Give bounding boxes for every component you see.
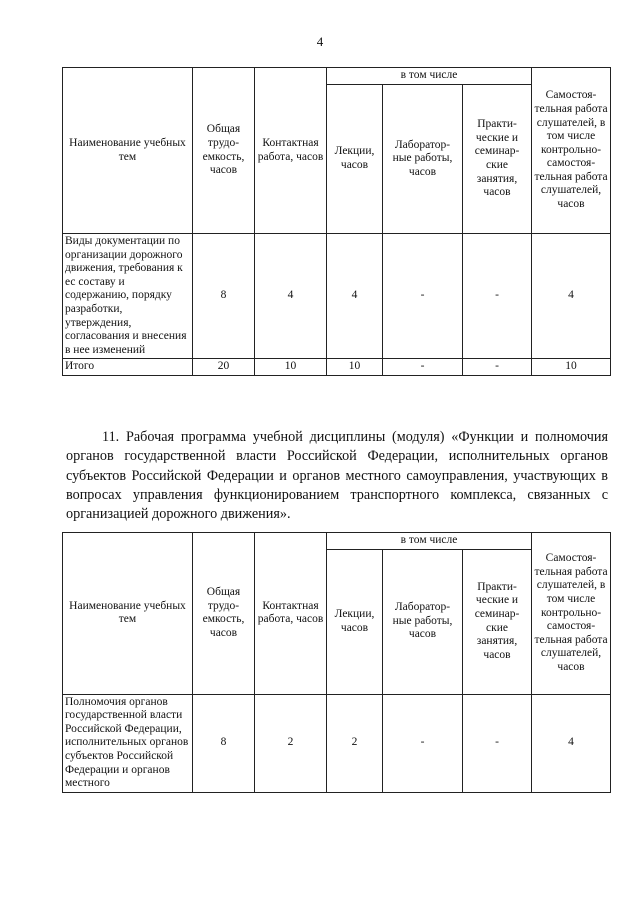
header-lectures: Лекции, часов [327,549,383,694]
self-cell: 4 [532,694,611,792]
total-cell: 8 [193,234,255,359]
header-self-study: Самостоя- тельная работа слушателей, в том числе контрольно- самостоя- тельная работа слушателей, часов [532,68,611,234]
contact-cell: 2 [255,694,327,792]
table-row [63,694,611,792]
total-row [63,359,611,376]
contact-cell: 10 [255,359,327,376]
lectures-cell: 10 [327,359,383,376]
header-total-hours: Общая трудо- емкость, часов [193,68,255,234]
header-topic-name: Наименование учебных тем [63,68,193,234]
page-number: 4 [316,34,324,49]
header-self-study: Самостоя- тельная работа слушателей, в том числе контрольно- самостоя- тельная работа слушателей, часов [532,533,611,695]
contact-cell: 4 [255,234,327,359]
practice-cell: - [463,694,532,792]
paragraph-text: 11. Рабочая программа учебной дисциплины (модуля) «Функции и полномочия органов государственной власти Российской Федерации, исполнительных органов субъектов Российской Федерации и органов местного самоуправления, участвующих в вопросах управления функционированием транспортного комплекса, связанных с организацией дорожного движения». [66,429,608,523]
header-contact-hours: Контактная работа, часов [255,68,327,234]
header-topic-name: Наименование учебных тем [63,533,193,695]
lectures-cell: 2 [327,694,383,792]
self-cell: 10 [532,359,611,376]
header-labs: Лаборатор- ные работы, часов [383,85,463,234]
labs-cell: - [383,694,463,792]
total-cell: 8 [193,694,255,792]
header-lectures: Лекции, часов [327,85,383,234]
header-practice: Практи- ческие и семинар- ские занятия, часов [463,85,532,234]
header-including: в том числе [327,533,532,550]
curriculum-table-2 [62,532,611,793]
header-total-hours: Общая трудо- емкость, часов [193,533,255,695]
topic-cell: Виды документации по организации дорожного движения, требования к ес составу и содержанию, порядку разработки, утверждения, согласования и внесения в нее изменений [63,234,193,359]
header-row [63,68,611,85]
table-row [63,234,611,359]
practice-cell: - [463,359,532,376]
header-row [63,533,611,550]
header-labs: Лаборатор- ные работы, часов [383,549,463,694]
total-label: Итого [63,359,193,376]
self-cell: 4 [532,234,611,359]
header-contact-hours: Контактная работа, часов [255,533,327,695]
curriculum-table-1 [62,67,611,376]
header-practice: Практи- ческие и семинар- ские занятия, часов [463,549,532,694]
section-paragraph [66,428,608,524]
topic-cell: Полномочия органов государственной власти Российской Федерации, исполнительных органов субъектов Российской Федерации и органов местного [63,694,193,792]
practice-cell: - [463,234,532,359]
lectures-cell: 4 [327,234,383,359]
labs-cell: - [383,234,463,359]
total-cell: 20 [193,359,255,376]
labs-cell: - [383,359,463,376]
header-including: в том числе [327,68,532,85]
